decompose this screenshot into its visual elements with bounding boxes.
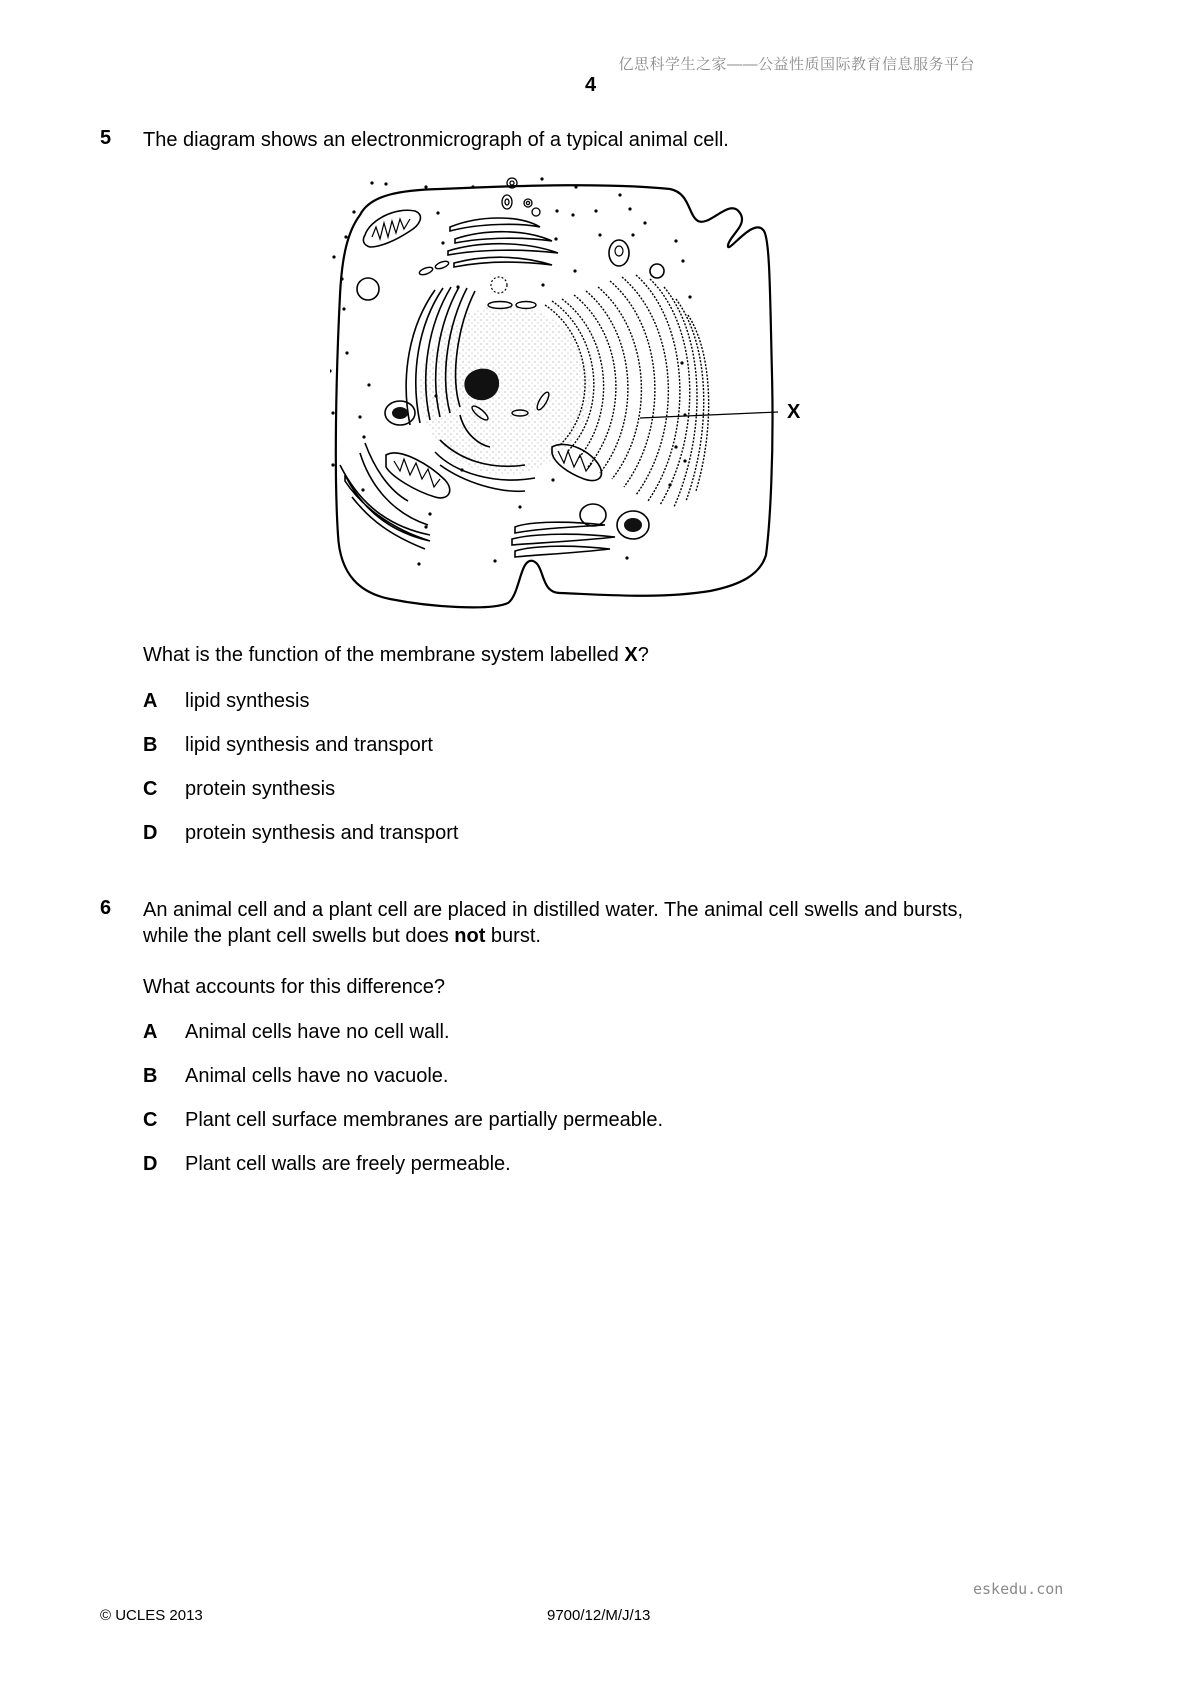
footer-watermark: eskedu.con bbox=[973, 1580, 1064, 1598]
q5-option-d-text: protein synthesis and transport bbox=[185, 822, 459, 844]
golgi-apparatus bbox=[448, 218, 558, 267]
q5-option-a-text: lipid synthesis bbox=[185, 690, 310, 712]
mitochondrion bbox=[363, 210, 420, 247]
q6-option-d-letter: D bbox=[143, 1153, 158, 1175]
q6-option-a-letter: A bbox=[143, 1021, 158, 1043]
question-5-prompt-bold: X bbox=[624, 644, 638, 666]
question-5-number: 5 bbox=[100, 127, 112, 149]
question-5-stem: The diagram shows an electronmicrograph of a typical animal cell. bbox=[143, 129, 729, 151]
question-6-prompt: What accounts for this difference? bbox=[143, 976, 446, 998]
footer-paper-code: 9700/12/M/J/13 bbox=[547, 1607, 651, 1624]
question-5-prompt bbox=[143, 642, 649, 668]
q6-option-c-text: Plant cell surface membranes are partially permeable. bbox=[185, 1109, 663, 1131]
q5-option-d-letter: D bbox=[143, 822, 158, 844]
q6-option-b-letter: B bbox=[143, 1065, 158, 1087]
label-x: X bbox=[787, 401, 801, 423]
q6-option-d-text: Plant cell walls are freely permeable. bbox=[185, 1153, 511, 1175]
q6-option-c-letter: C bbox=[143, 1109, 158, 1131]
q5-option-b-letter: B bbox=[143, 734, 158, 756]
q5-option-c-letter: C bbox=[143, 778, 158, 800]
page-number: 4 bbox=[585, 74, 597, 96]
footer-copyright: © UCLES 2013 bbox=[100, 1607, 203, 1624]
header-watermark: 亿思科学生之家——公益性质国际教育信息服务平台 bbox=[618, 56, 975, 73]
question-6-stem-line2-end: burst. bbox=[485, 925, 541, 947]
q5-option-b-text: lipid synthesis and transport bbox=[185, 734, 433, 756]
animal-cell-diagram bbox=[330, 175, 900, 615]
question-6-stem-line2-text: while the plant cell swells but does bbox=[143, 925, 455, 947]
question-6-stem-line1: An animal cell and a plant cell are placed in distilled water. The animal cell swells and bursts, bbox=[143, 899, 964, 921]
q5-option-c-text: protein synthesis bbox=[185, 778, 336, 800]
q5-option-a-letter: A bbox=[143, 690, 158, 712]
question-5-prompt-text: What is the function of the membrane system labelled bbox=[143, 644, 625, 666]
question-6-stem-bold: not bbox=[454, 925, 486, 947]
question-6-stem-line2 bbox=[143, 923, 541, 949]
question-5-prompt-end: ? bbox=[637, 644, 649, 666]
q6-option-a-text: Animal cells have no cell wall. bbox=[185, 1021, 450, 1043]
q6-option-b-text: Animal cells have no vacuole. bbox=[185, 1065, 449, 1087]
question-6-number: 6 bbox=[100, 897, 112, 919]
